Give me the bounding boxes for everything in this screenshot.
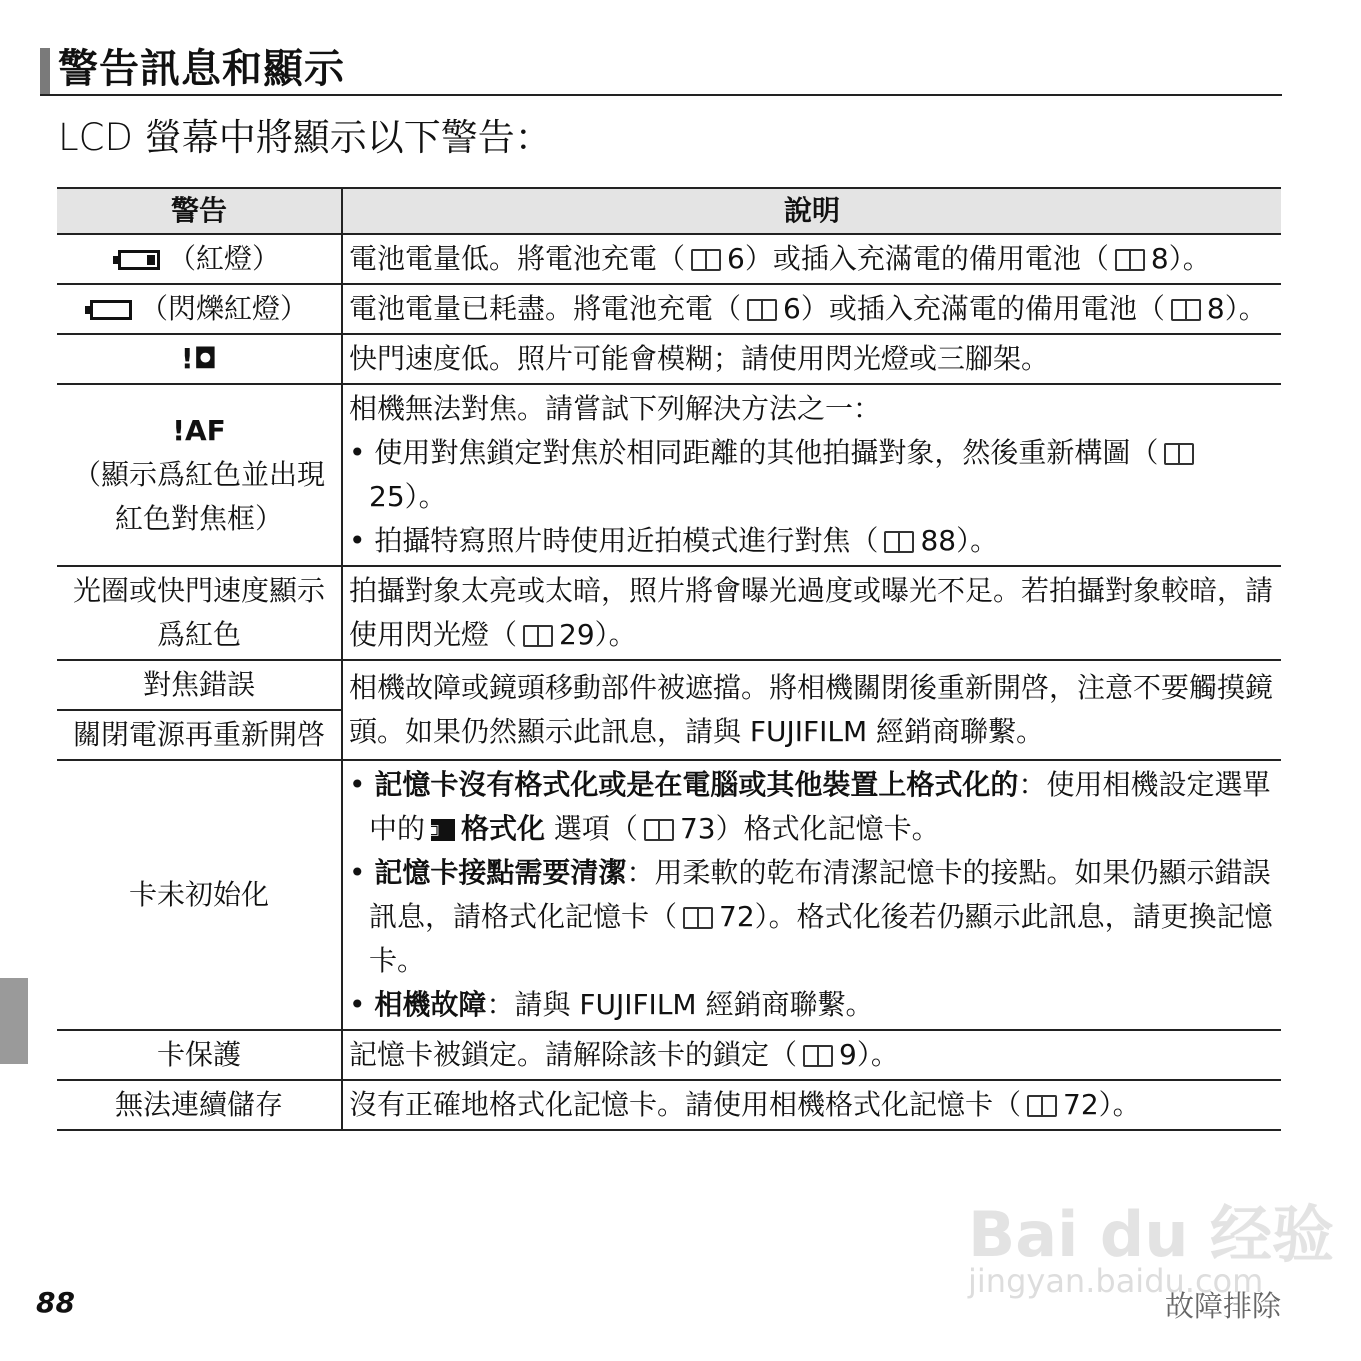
description-cell: [342, 384, 1281, 566]
page-reference: [878, 524, 956, 557]
description-cell: [342, 566, 1281, 660]
text-run: ：用柔軟的乾布清潔記憶卡的接點。如果仍顯示錯誤訊息，請格式化記憶卡（: [369, 856, 1271, 933]
book-icon: [1027, 1095, 1057, 1117]
warning-cell: [57, 1080, 342, 1130]
page-reference: [638, 812, 716, 845]
table-row: [57, 760, 1281, 1030]
text-run: 拍攝對象太亮或太暗，照片將會曝光過度或曝光不足。若拍攝對象較暗，請使用閃光燈（: [349, 574, 1274, 651]
table-row: [57, 234, 1281, 284]
warning-label: 卡未初始化: [128, 878, 269, 911]
page-reference: [1165, 292, 1225, 325]
watermark: Bai du 经验: [968, 1198, 1335, 1271]
page-reference: [685, 242, 745, 275]
intro-text: LCD 螢幕中將顯示以下警告：: [58, 116, 552, 159]
book-icon: [1164, 443, 1194, 465]
text-run: ：使用相機設定選單中的: [369, 768, 1271, 845]
text-run: 電池電量低。將電池充電（: [349, 242, 686, 275]
text-run: ）或插入充滿電的備用電池（: [800, 292, 1165, 325]
format-icon: ▣: [431, 819, 455, 841]
battery-empty-icon: [90, 300, 132, 320]
description-cell: [342, 284, 1281, 334]
warning-cell: [57, 760, 342, 1030]
page-reference-number: 72: [1063, 1088, 1099, 1121]
bold-text: 格式化: [461, 812, 546, 845]
page-title: 警告訊息和顯示: [58, 46, 345, 92]
bullet-item: [349, 431, 1275, 519]
page-reference-number: 29: [559, 618, 595, 651]
text-run: 電池電量已耗盡。將電池充電（: [349, 292, 742, 325]
bold-text: 相機故障: [374, 988, 487, 1021]
bullet-item: [349, 851, 1275, 983]
warning-cell: [57, 1030, 342, 1080]
text-run: ）。: [856, 1038, 899, 1071]
description-cell: [342, 1030, 1281, 1080]
table-row: [57, 334, 1281, 384]
book-icon: [1171, 299, 1201, 321]
warning-cell: [57, 284, 342, 334]
text-run: 相機故障或鏡頭移動部件被遮擋。將相機關閉後重新開啓，注意不要觸摸鏡頭。如果仍然顯示此訊息，請與 FUJIFILM 經銷商聯繫。: [349, 671, 1274, 748]
text-run: ）。: [594, 618, 637, 651]
warning-label: 無法連續儲存: [114, 1088, 283, 1121]
page-reference: [517, 618, 595, 651]
page-reference-number: 6: [783, 292, 801, 325]
description-cell: [342, 760, 1281, 1030]
page-reference-number: 25: [369, 480, 405, 513]
warning-cell: 關閉電源再重新開啓: [57, 710, 342, 760]
page-reference: [1109, 242, 1169, 275]
warning-table: [57, 187, 1281, 1131]
header-warning: 警告: [57, 188, 342, 234]
text-run: ）。: [1168, 242, 1211, 275]
page-reference: [797, 1038, 857, 1071]
page-reference-number: 8: [1206, 292, 1225, 325]
bullet-dot: •: [349, 524, 375, 557]
text-run: 拍攝特寫照片時使用近拍模式進行對焦（: [374, 524, 879, 557]
page-reference-number: 6: [727, 242, 745, 275]
header-description: 說明: [342, 188, 1281, 234]
text-run: ：請與 FUJIFILM 經銷商聯繫。: [486, 988, 874, 1021]
text-run: ）格式化記憶卡。: [715, 812, 940, 845]
text-run: 選項（: [545, 812, 638, 845]
description-cell: [342, 1080, 1281, 1130]
bullet-item: [349, 763, 1275, 851]
warning-label: （紅燈）: [167, 242, 280, 275]
book-icon: [683, 907, 713, 929]
warning-symbol: !◘: [180, 342, 218, 375]
bullet-dot: •: [349, 436, 375, 469]
text-run: 記憶卡被鎖定。請解除該卡的鎖定（: [349, 1038, 798, 1071]
warning-label: 光圈或快門速度顯示爲紅色: [72, 574, 325, 651]
title-bar: [40, 44, 1282, 96]
bullet-item: [349, 519, 1275, 563]
title-marker: [40, 48, 50, 94]
warning-label: （顯示爲紅色並出現紅色對焦框）: [72, 458, 325, 535]
text-run: ）或插入充滿電的備用電池（: [744, 242, 1109, 275]
battery-low-icon: [118, 250, 160, 270]
page-reference: [1021, 1088, 1099, 1121]
table-row: [57, 566, 1281, 660]
book-icon: [1115, 249, 1145, 271]
text-run: ）。: [404, 480, 447, 513]
page-reference-number: 88: [920, 524, 957, 557]
book-icon: [691, 249, 721, 271]
table-header-row: [57, 188, 1281, 234]
page-reference-number: 72: [719, 900, 755, 933]
section-name: 故障排除: [1164, 1289, 1281, 1323]
bold-text: 記憶卡接點需要清潔: [374, 856, 627, 889]
page-reference-number: 9: [839, 1038, 857, 1071]
bullet-dot: •: [349, 768, 375, 801]
side-tab: [0, 978, 28, 1064]
book-icon: [884, 531, 914, 553]
description-intro: 相機無法對焦。請嘗試下列解決方法之一：: [349, 392, 882, 425]
bullet-dot: •: [349, 988, 375, 1021]
description-cell: [342, 660, 1281, 760]
description-cell: [342, 334, 1281, 384]
book-icon: [803, 1045, 833, 1067]
watermark-sub: jingyan.baidu.com: [968, 1262, 1264, 1300]
text-run: ）。: [1098, 1088, 1141, 1121]
warning-cell: 對焦錯誤: [57, 660, 342, 710]
warning-label: （閃爍紅燈）: [139, 292, 308, 325]
warning-cell: [57, 234, 342, 284]
text-run: 沒有正確地格式化記憶卡。請使用相機格式化記憶卡（: [349, 1088, 1022, 1121]
table-row: [57, 1080, 1281, 1130]
book-icon: [747, 299, 777, 321]
text-run: ）。格式化後若仍顯示此訊息，請更換記憶卡。: [369, 900, 1273, 977]
warning-cell: [57, 566, 342, 660]
text-run: ）。: [956, 524, 999, 557]
bold-text: 記憶卡沒有格式化或是在電腦或其他裝置上格式化的: [374, 768, 1019, 801]
bullet-dot: •: [349, 856, 375, 889]
page-reference-number: 73: [679, 812, 716, 845]
table-row: [57, 660, 1281, 710]
text-run: ）。: [1224, 292, 1267, 325]
table-body: [57, 234, 1281, 1130]
table-row: [57, 384, 1281, 566]
book-icon: [523, 625, 553, 647]
table-row: [57, 1030, 1281, 1080]
description-cell: [342, 234, 1281, 284]
warning-cell: [57, 334, 342, 384]
bullet-item: [349, 983, 1275, 1027]
page-reference: [741, 292, 801, 325]
warning-cell: [57, 384, 342, 566]
page-reference-number: 8: [1150, 242, 1169, 275]
warning-symbol: !AF: [172, 414, 226, 447]
text-run: 使用對焦鎖定對焦於相同距離的其他拍攝對象，然後重新構圖（: [374, 436, 1159, 469]
warning-label: 卡保護: [156, 1038, 241, 1071]
table-row: [57, 284, 1281, 334]
book-icon: [644, 819, 674, 841]
text-run: 快門速度低。照片可能會模糊；請使用閃光燈或三腳架。: [349, 342, 1050, 375]
page-number: 88: [36, 1286, 75, 1319]
page-reference: [677, 900, 755, 933]
